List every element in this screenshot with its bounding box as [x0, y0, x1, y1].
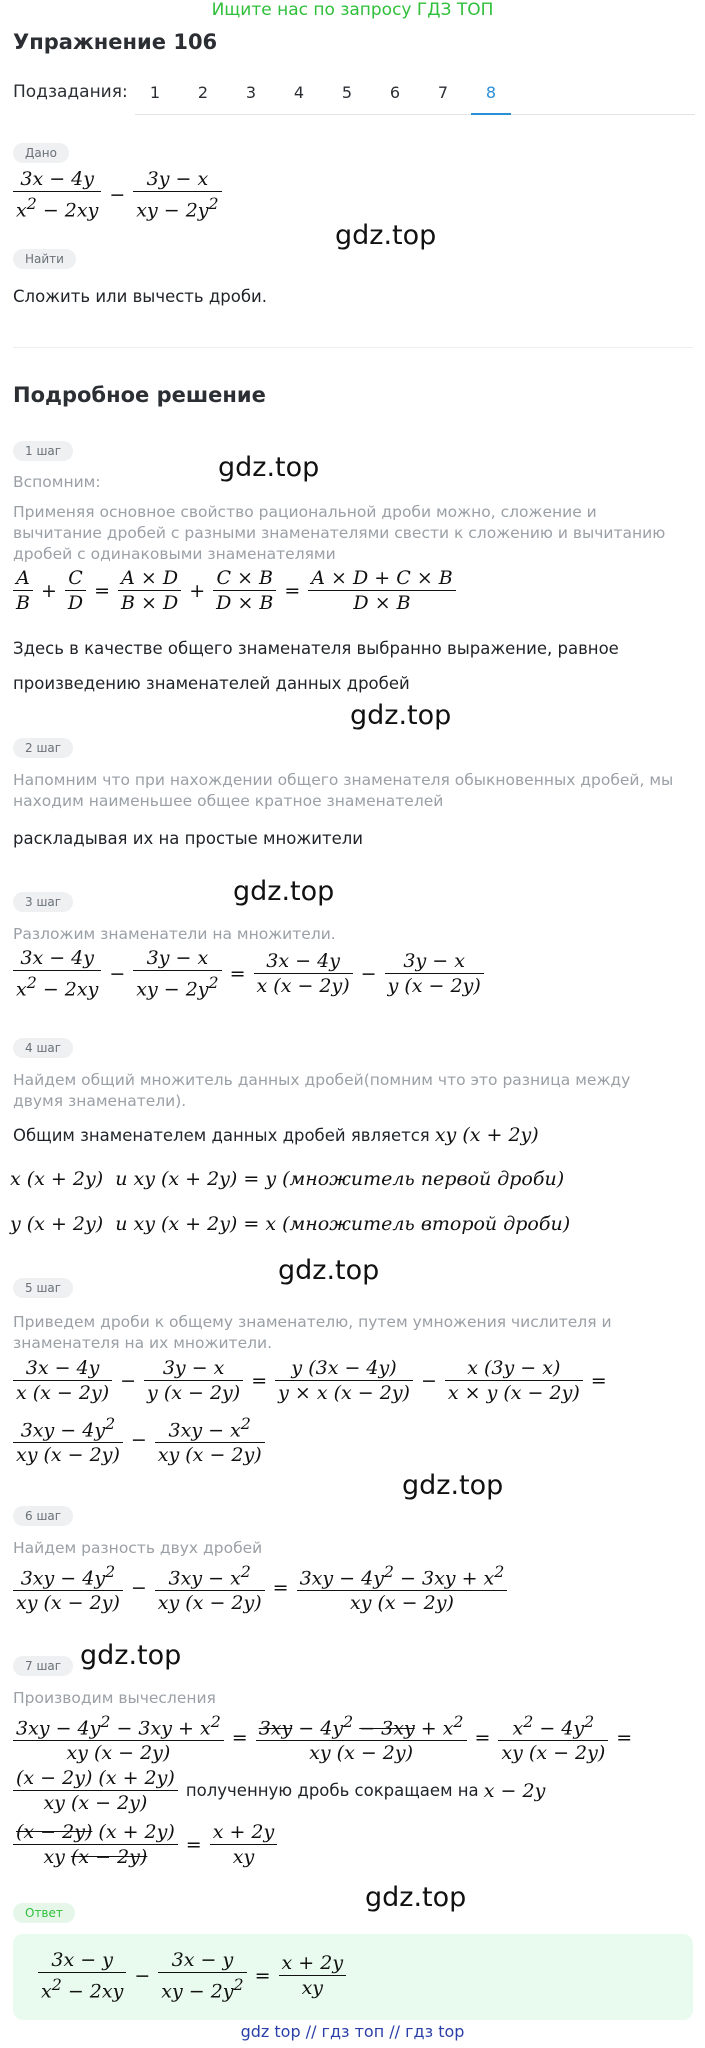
subtasks-label: Подзадания: — [13, 82, 128, 102]
watermark: gdz.top — [365, 1882, 467, 1913]
tab-1[interactable]: 1 — [149, 83, 161, 102]
step-4-common: Общим знаменателем данных дробей является xy (x + 2y) — [13, 1124, 539, 1146]
given-formula: $\frac{3x - 4y}{x^2 - 2xy}$ − $\frac{3y - x}{xy - 2y^2}$ — [10, 167, 225, 222]
page-title: Упражнение 106 — [13, 30, 218, 54]
step-5-pill: 5 шаг — [13, 1277, 73, 1298]
step-7-formula-2: $\frac{(x - 2y) (x + 2y)}{xy (x - 2y)}$ полученную дробь сокращаем на x − 2y — [10, 1766, 545, 1815]
subtasks-tabs — [135, 80, 695, 115]
step-7-pill: 7 шаг — [13, 1655, 73, 1676]
step-3-formula: $\frac{3x - 4y}{x^2 - 2xy}$ − $\frac{3y - x}{xy - 2y^2}$ = $\frac{3x - 4y}{x (x - 2y)}$ − $\frac{3y - x}{y (x - 2y)}$ — [10, 946, 487, 1001]
watermark: gdz.top — [218, 452, 320, 483]
watermark: gdz.top — [80, 1640, 182, 1671]
answer-formula: $\frac{3x - y}{x^2 - 2xy}$ − $\frac{3x - y}{xy - 2y^2}$ = $\frac{x + 2y}{xy}$ — [35, 1948, 349, 2003]
step-1-note-1: Здесь в качестве общего знаменателя выбранно выражение, равное — [13, 639, 619, 658]
step-4-pill: 4 шаг — [13, 1037, 73, 1058]
promo-banner[interactable]: Ищите нас по запросу ГДЗ ТОП — [211, 0, 494, 20]
step-3-pill: 3 шаг — [13, 891, 73, 912]
step-1-text: Применяя основное свойство рациональной дроби можно, сложение и вычитание дробей с разными знаменателями свести к сложению и вычитанию дробей с одинаковыми знаменателями — [13, 503, 666, 563]
watermark: gdz.top — [402, 1470, 504, 1501]
tab-8[interactable]: 8 — [471, 83, 511, 102]
step-5-text: Приведем дроби к общему знаменателю, путем умножения числителя и знаменателя на их множители. — [13, 1313, 612, 1352]
step-5-formula-2: $\frac{3xy - 4y^2}{xy (x - 2y)}$ − $\frac{3xy - x^2}{xy (x - 2y)}$ — [10, 1412, 268, 1467]
step-5-formula-1: $\frac{3x - 4y}{x (x - 2y)}$ − $\frac{3y - x}{y (x - 2y)}$ = $\frac{y (3x - 4y)}{y \times x (x - 2y)}$ − $\frac{x (3y - x)}{x \times y (x - 2y)}$ = — [10, 1356, 612, 1405]
watermark: gdz.top — [278, 1255, 380, 1286]
step-1-note-2: произведению знаменателей данных дробей — [13, 674, 410, 693]
watermark: gdz.top — [233, 876, 335, 907]
footer-links[interactable]: gdz top // гдз топ // гдз top — [240, 2022, 465, 2041]
given-pill: Дано — [13, 142, 69, 163]
divider — [13, 347, 693, 348]
step-6-pill: 6 шаг — [13, 1505, 73, 1526]
step-6-formula: $\frac{3xy - 4y^2}{xy (x - 2y)}$ − $\frac{3xy - x^2}{xy (x - 2y)}$ = $\frac{3xy - 4y^2 - 3xy + x^2}{xy (x - 2y)}$ — [10, 1560, 510, 1615]
find-text: Сложить или вычесть дроби. — [13, 287, 267, 306]
tab-6[interactable]: 6 — [389, 83, 401, 102]
step-4-line-2: y (x + 2y) и xy (x + 2y) = x (множитель второй дроби) — [10, 1213, 571, 1235]
step-2-note: раскладывая их на простые множители — [13, 829, 364, 848]
tab-2[interactable]: 2 — [197, 83, 209, 102]
step-7-formula-3: $\frac{(x - 2y) (x + 2y)}{xy (x - 2y)}$ = $\frac{x + 2y}{xy}$ — [10, 1820, 280, 1869]
step-4-line-1: x (x + 2y) и xy (x + 2y) = y (множитель первой дроби) — [10, 1168, 565, 1190]
step-7-formula-1: $\frac{3xy - 4y^2 - 3xy + x^2}{xy (x - 2y)}$ = $\frac{3xy - 4y^2 - 3xy + x^2}{xy (x - 2y)}$ = $\frac{x^2 - 4y^2}{xy (x - 2y)}$ = — [10, 1710, 637, 1765]
tab-7[interactable]: 7 — [437, 83, 449, 102]
tab-4[interactable]: 4 — [293, 83, 305, 102]
step-2-text: Напомним что при нахождении общего знаменателя обыкновенных дробей, мы находим наименьшее общее кратное знаменателей — [13, 771, 674, 810]
watermark: gdz.top — [350, 700, 452, 731]
step-1-formula: $\frac{A}{B}$ + $\frac{C}{D}$ = $\frac{A \times D}{B \times D}$ + $\frac{C \times B}{D \times B}$ = $\frac{A \times D + C \times B}{D \times B}$ — [10, 566, 459, 615]
watermark: gdz.top — [335, 220, 437, 251]
find-pill: Найти — [13, 248, 76, 269]
step-4-text: Найдем общий множитель данных дробей(помним что это разница между двумя знаменатели). — [13, 1071, 631, 1110]
solution-title: Подробное решение — [13, 383, 266, 407]
tab-3[interactable]: 3 — [245, 83, 257, 102]
step-6-text: Найдем разность двух дробей — [13, 1539, 263, 1557]
step-7-text: Производим вычесления — [13, 1689, 216, 1707]
step-3-text: Разложим знаменатели на множители. — [13, 925, 336, 943]
step-1-lead: Вспомним: — [13, 473, 101, 491]
answer-pill: Ответ — [13, 1902, 75, 1923]
step-1-pill: 1 шаг — [13, 440, 73, 461]
tab-5[interactable]: 5 — [341, 83, 353, 102]
step-2-pill: 2 шаг — [13, 737, 73, 758]
